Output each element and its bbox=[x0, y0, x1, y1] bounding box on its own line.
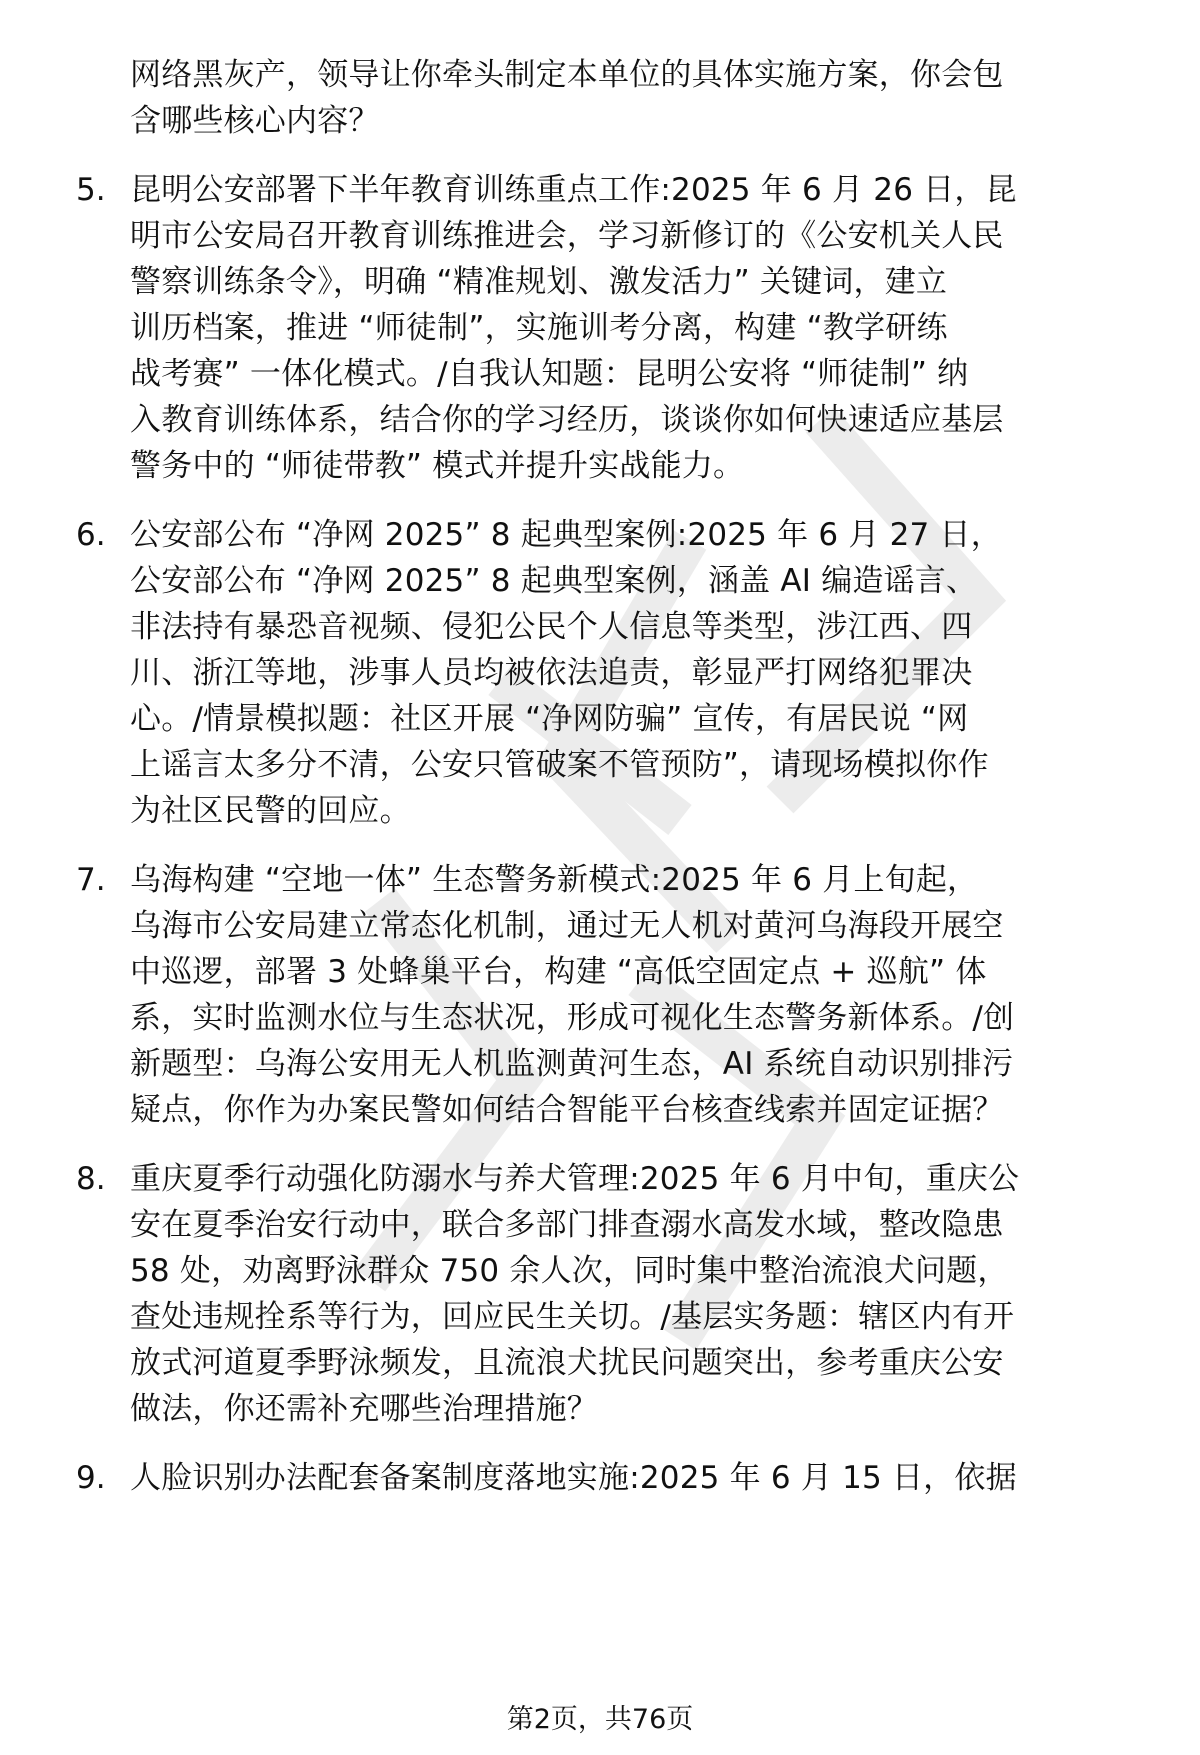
list-item-line: 战考赛” 一体化模式。/自我认知题：昆明公安将 “师徒制” 纳 bbox=[130, 356, 969, 392]
list-item-line: 放式河道夏季野泳频发，且流浪犬扰民问题突出，参考重庆公安 bbox=[130, 1345, 1004, 1381]
list-item-line: 系，实时监测水位与生态状况，形成可视化生态警务新体系。/创 bbox=[130, 1000, 1015, 1036]
list-item-line: 58 处，劝离野泳群众 750 余人次，同时集中整治流浪犬问题， bbox=[130, 1253, 1009, 1289]
list-item-number: 8. bbox=[76, 1161, 106, 1197]
list-item-line: 上谣言太多分不清，公安只管破案不管预防”，请现场模拟你作 bbox=[130, 747, 989, 783]
list-item-number: 5. bbox=[76, 172, 106, 208]
list-item-line: 公安部公布 “净网 2025” 8 起典型案例，涵盖 AI 编造谣言、 bbox=[130, 563, 978, 599]
list-item-line: 心。/情景模拟题：社区开展 “净网防骗” 宣传，有居民说 “网 bbox=[130, 701, 969, 737]
list-item-line: 川、浙江等地，涉事人员均被依法追责，彰显严打网络犯罪决 bbox=[130, 655, 973, 691]
list-item-line: 人脸识别办法配套备案制度落地实施:2025 年 6 月 15 日，依据 bbox=[130, 1460, 1017, 1496]
list-item-line: 乌海构建 “空地一体” 生态警务新模式:2025 年 6 月上旬起， bbox=[130, 862, 979, 898]
list-item-line: 安在夏季治安行动中，联合多部门排查溺水高发水域，整改隐患 bbox=[130, 1207, 1004, 1243]
list-item-line: 警务中的 “师徒带教” 模式并提升实战能力。 bbox=[130, 448, 745, 484]
list-item-line: 为社区民警的回应。 bbox=[130, 793, 411, 829]
page-number-footer: 第2页，共76页 bbox=[506, 1704, 694, 1735]
list-item-line: 疑点，你作为办案民警如何结合智能平台核查线索并固定证据？ bbox=[130, 1092, 1004, 1128]
list-item-number: 6. bbox=[76, 517, 106, 553]
list-item-number: 7. bbox=[76, 862, 106, 898]
continuation-line: 网络黑灰产，领导让你牵头制定本单位的具体实施方案，你会包 bbox=[130, 57, 1004, 93]
list-item-number: 9. bbox=[76, 1460, 106, 1496]
list-item-line: 昆明公安部署下半年教育训练重点工作:2025 年 6 月 26 日，昆 bbox=[130, 172, 1017, 208]
list-item-line: 新题型：乌海公安用无人机监测黄河生态，AI 系统自动识别排污 bbox=[130, 1046, 1014, 1082]
list-item-line: 查处违规拴系等行为，回应民生关切。/基层实务题：辖区内有开 bbox=[130, 1299, 1015, 1335]
continuation-line: 含哪些核心内容？ bbox=[130, 103, 380, 139]
list-item-line: 重庆夏季行动强化防溺水与养犬管理:2025 年 6 月中旬，重庆公 bbox=[130, 1161, 1020, 1197]
list-item-line: 非法持有暴恐音视频、侵犯公民个人信息等类型，涉江西、四 bbox=[130, 609, 973, 645]
list-item-line: 训历档案，推进 “师徒制”，实施训考分离，构建 “教学研练 bbox=[130, 310, 948, 346]
list-item-line: 中巡逻，部署 3 处蜂巢平台，构建 “高低空固定点 + 巡航” 体 bbox=[130, 954, 987, 990]
list-item-line: 警察训练条令》，明确 “精准规划、激发活力” 关键词，建立 bbox=[130, 264, 948, 300]
list-item-line: 乌海市公安局建立常态化机制，通过无人机对黄河乌海段开展空 bbox=[130, 908, 1004, 944]
list-item-line: 公安部公布 “净网 2025” 8 起典型案例:2025 年 6 月 27 日， bbox=[130, 517, 1002, 553]
list-item-line: 明市公安局召开教育训练推进会，学习新修订的《公安机关人民 bbox=[130, 218, 1004, 254]
list-item-line: 入教育训练体系，结合你的学习经历，谈谈你如何快速适应基层 bbox=[130, 402, 1004, 438]
list-item-line: 做法，你还需补充哪些治理措施？ bbox=[130, 1391, 598, 1427]
